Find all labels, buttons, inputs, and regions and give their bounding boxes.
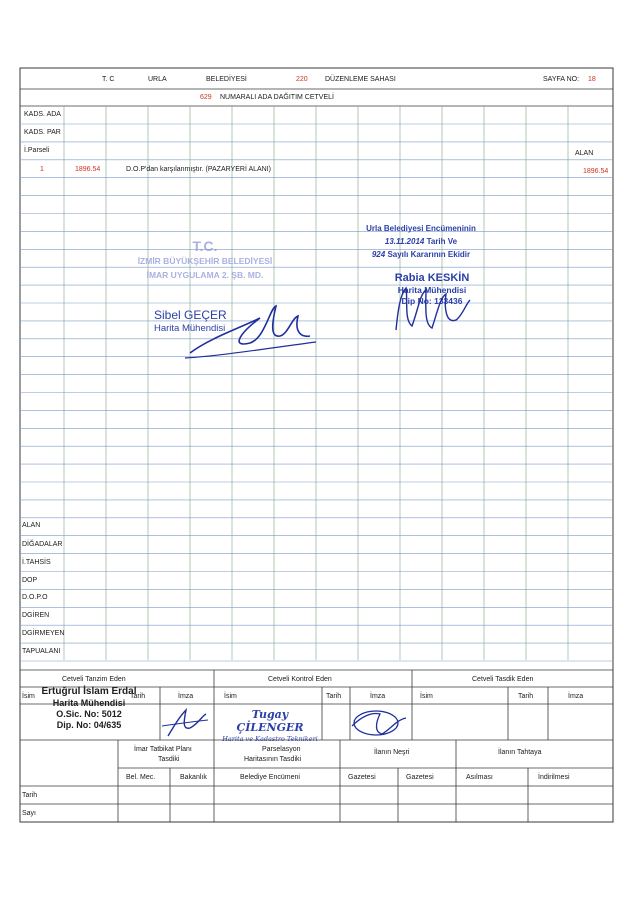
footer-imar-tatbikat: İmar Tatbikat Planı	[134, 746, 192, 753]
label-kads-par: KADS. PAR	[24, 129, 61, 136]
tugay-signature	[346, 706, 410, 740]
footer-imza-1: İmza	[178, 693, 194, 700]
footer-kontrol: Cetveli Kontrol Eden	[268, 676, 332, 683]
row1-area: 1896.54	[75, 166, 101, 173]
label-dopo: D.O.P.O	[22, 594, 48, 601]
footer-imza-3: İmza	[568, 693, 584, 700]
footer-isim-1: İsim	[22, 693, 35, 700]
footer-tasdik: Cetveli Tasdik Eden	[472, 676, 534, 683]
footer-bel-mec: Bel. Mec.	[126, 774, 156, 781]
label-tapualani: TAPUALANI	[22, 648, 61, 655]
footer-ilanin-tahtaya: İlanın Tahtaya	[498, 749, 542, 756]
izmir-stamp-line1: T.C.	[192, 238, 218, 254]
footer-tanzim: Cetveli Tanzim Eden	[62, 676, 126, 683]
header-number: 220	[296, 76, 308, 83]
label-i-tahsis: İ.TAHSİS	[22, 559, 51, 566]
ertugrul-dip: Dip. No: 04/635	[56, 720, 122, 730]
encumen-line3: Sayılı Kararının Ekidir	[387, 250, 471, 259]
ada-number: 629	[200, 94, 212, 101]
label-digadalar: DİĞADALAR	[22, 541, 63, 548]
tugay-stamp	[222, 708, 318, 743]
footer-tarih-2: Tarih	[326, 693, 342, 700]
row1-desc: D.O.P'dan karşılanmıştır. (PAZARYERİ ALANI)	[126, 166, 272, 173]
page-title: NUMARALI ADA DAĞITIM CETVELİ	[220, 94, 334, 101]
page-number: 18	[588, 76, 596, 83]
page-label: SAYFA NO:	[543, 76, 580, 83]
header-belediyesi: BELEDİYESİ	[206, 76, 247, 83]
ertugrul-signature	[160, 706, 210, 740]
encumen-line1: Urla Belediyesi Encümeninin	[366, 224, 476, 233]
label-dgirmeyen: DGİRMEYEN	[22, 630, 65, 637]
footer-ilanin-nesri: İlanın Neşri	[374, 749, 410, 756]
footer-row-sayi: Sayı	[22, 810, 37, 817]
footer-haritasinin: Haritasının Tasdiki	[244, 756, 302, 763]
izmir-stamp-line2: İZMİR BÜYÜKŞEHİR BELEDİYESİ	[137, 256, 273, 266]
footer-tasdiki: Tasdiki	[158, 756, 180, 763]
footer-indirilmesi: İndirilmesi	[538, 774, 570, 781]
sibel-title: Harita Mühendisi	[154, 323, 226, 334]
rabia-name: Rabia KESKİN	[394, 272, 470, 284]
footer-isim-2: İsim	[224, 693, 237, 700]
tugay-name: Tugay ÇİLENGER	[236, 708, 304, 734]
footer-bakanlik: Bakanlık	[180, 774, 207, 781]
footer-tarih-1: Tarih	[130, 693, 146, 700]
ertugrul-title: Harita Mühendisi	[52, 698, 126, 708]
label-kads-ada: KADS. ADA	[24, 111, 61, 118]
rabia-dip: Dip No: 133436	[401, 296, 463, 306]
footer-gazetesi-2: Gazetesi	[406, 774, 434, 781]
encumen-date: 13.11.2014	[384, 237, 425, 246]
label-dgiren: DGİREN	[22, 612, 50, 619]
footer-row-tarih: Tarih	[22, 792, 38, 799]
header-zone: DÜZENLEME SAHASI	[325, 76, 396, 83]
footer-parselasyon: Parselasyon	[262, 746, 301, 753]
footer-isim-3: İsim	[420, 693, 433, 700]
footer-tarih-3: Tarih	[518, 693, 534, 700]
alan-header: ALAN	[575, 150, 594, 157]
label-alan: ALAN	[22, 522, 41, 529]
sibel-signature	[180, 298, 320, 368]
rabia-title: Harita Mühendisi	[397, 285, 467, 295]
rabia-signature	[386, 280, 476, 336]
footer-imza-2: İmza	[370, 693, 386, 700]
izmir-stamp	[120, 238, 290, 280]
footer-belediye-encumeni: Belediye Encümeni	[240, 774, 300, 781]
row1-alan: 1896.54	[583, 168, 609, 175]
footer-gazetesi-1: Gazetesi	[348, 774, 376, 781]
tugay-title: Harita ve Kadastro Teknikeri	[222, 735, 318, 743]
ertugrul-stamp	[20, 686, 158, 730]
izmir-stamp-line3: İMAR UYGULAMA 2. ŞB. MD.	[146, 270, 264, 280]
header-city: URLA	[148, 76, 167, 83]
row1-no: 1	[40, 166, 44, 173]
encumen-line2: Tarih Ve	[426, 237, 458, 246]
sibel-name: Sibel GEÇER	[154, 308, 227, 322]
label-i-parseli: İ.Parseli	[24, 147, 50, 154]
ertugrul-oda: O.Sic. No: 5012	[56, 709, 122, 719]
encumen-stamp	[356, 224, 486, 259]
footer-asilmasi: Asılması	[466, 774, 493, 781]
ertugrul-name: Ertuğrul İslam Erdal	[41, 686, 137, 697]
label-dop: DOP	[22, 577, 38, 584]
encumen-no: 924	[371, 250, 386, 259]
header-tc: T. C	[102, 76, 115, 83]
